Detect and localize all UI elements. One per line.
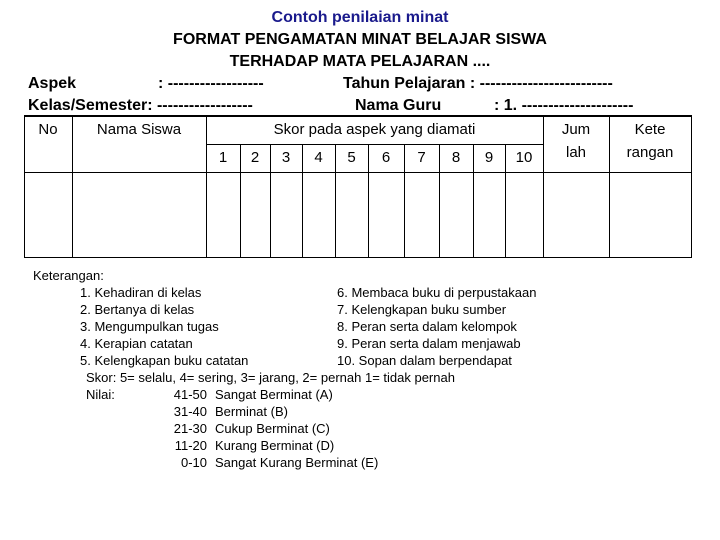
guru-label: Nama Guru [355, 97, 442, 114]
note-item-1: 1. Kehadiran di kelas [80, 285, 202, 300]
score-col-9: 9 [484, 149, 494, 166]
col-keterangan-1: Kete [634, 121, 666, 138]
nilai-label: Nilai: [86, 387, 115, 402]
nilai-range-b: 31-40 [173, 404, 207, 419]
aspek-value: : ------------------ [158, 75, 264, 92]
col-nama-siswa: Nama Siswa [96, 121, 182, 138]
score-col-6: 6 [381, 149, 391, 166]
nilai-range-a: 41-50 [173, 387, 207, 402]
score-col-2: 2 [250, 149, 260, 166]
tahun-pelajaran: Tahun Pelajaran : ------------------------- [343, 75, 613, 92]
note-item-3: 3. Mengumpulkan tugas [80, 319, 219, 334]
score-col-10: 10 [515, 149, 533, 166]
kelas-semester: Kelas/Semester: ------------------ [28, 97, 253, 114]
nilai-range-d: 11-20 [174, 438, 207, 453]
note-item-7: 7. Kelengkapan buku sumber [337, 302, 507, 317]
col-skor: Skor pada aspek yang diamati [273, 121, 476, 138]
page-title-line2: TERHADAP MATA PELAJARAN .... [229, 53, 491, 70]
nilai-desc-e: Sangat Kurang Berminat (E) [215, 455, 379, 470]
col-keterangan-2: rangan [626, 144, 674, 161]
nilai-desc-d: Kurang Berminat (D) [215, 438, 335, 453]
nilai-desc-c: Cukup Berminat (C) [215, 421, 330, 436]
notes-heading: Keterangan: [33, 268, 104, 283]
nilai-range-e: 0-10 [180, 455, 207, 470]
note-item-5: 5. Kelengkapan buku catatan [80, 353, 249, 368]
page-title: FORMAT PENGAMATAN MINAT BELAJAR SISWA [173, 31, 547, 48]
aspek-label: Aspek [28, 75, 77, 92]
guru-value: : 1. --------------------- [494, 97, 634, 114]
score-col-5: 5 [347, 149, 356, 166]
nilai-range-c: 21-30 [173, 421, 207, 436]
note-item-8: 8. Peran serta dalam kelompok [337, 319, 517, 334]
col-no: No [38, 121, 58, 138]
score-col-3: 3 [281, 149, 291, 166]
subtitle: Contoh penilaian minat [271, 9, 449, 26]
col-jumlah-2: lah [565, 144, 587, 161]
col-jumlah-1: Jum [561, 121, 591, 138]
nilai-desc-a: Sangat Berminat (A) [215, 387, 333, 402]
skor-legend: Skor: 5= selalu, 4= sering, 3= jarang, 2= pernah 1= tidak pernah [86, 370, 455, 385]
note-item-9: 9. Peran serta dalam menjawab [337, 336, 521, 351]
score-col-4: 4 [314, 149, 323, 166]
score-col-1: 1 [218, 149, 228, 166]
note-item-10: 10. Sopan dalam berpendapat [337, 353, 512, 368]
nilai-desc-b: Berminat (B) [215, 404, 288, 419]
note-item-4: 4. Kerapian catatan [80, 336, 193, 351]
note-item-6: 6. Membaca buku di perpustakaan [337, 285, 537, 300]
note-item-2: 2. Bertanya di kelas [80, 302, 195, 317]
score-col-8: 8 [451, 149, 461, 166]
score-col-7: 7 [417, 149, 426, 166]
